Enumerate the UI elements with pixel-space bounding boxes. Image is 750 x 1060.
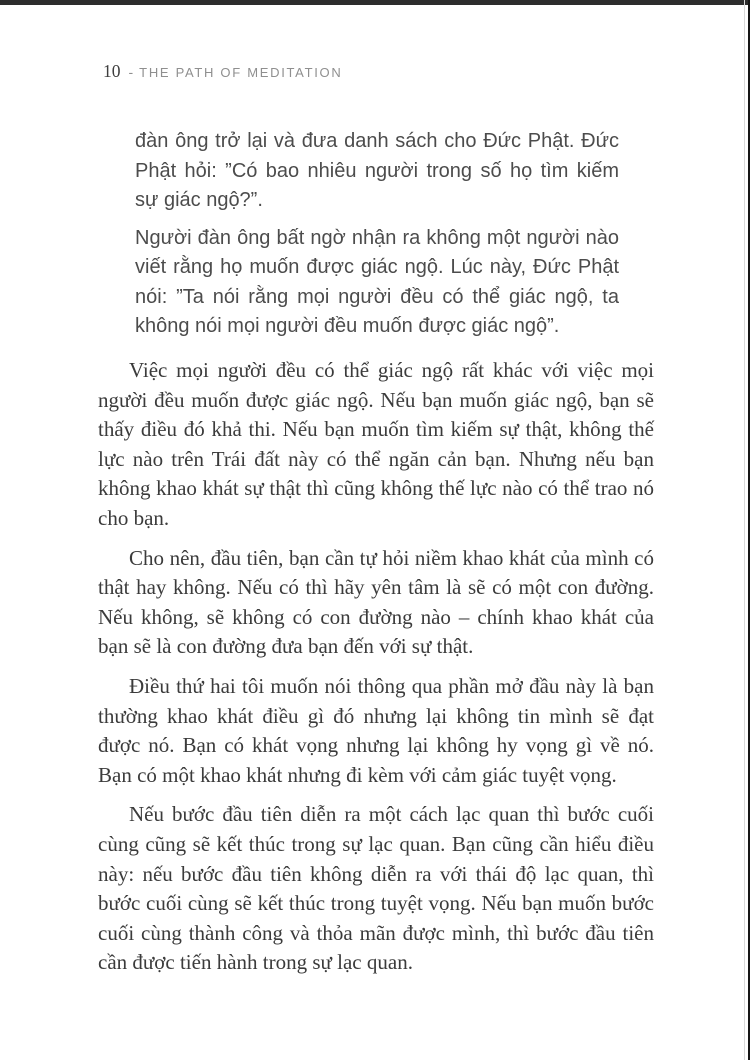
running-header xyxy=(103,61,342,83)
quote-paragraph-1: đàn ông trở lại và đưa danh sách cho Đức Phật. Đức Phật hỏi: ”Có bao nhiêu người trong số họ tìm kiếm sự giác ngộ?”. xyxy=(135,130,619,211)
quote-block xyxy=(135,127,619,350)
top-border xyxy=(0,0,750,5)
body-text xyxy=(98,356,654,988)
header-separator: - xyxy=(128,64,134,80)
quote-paragraph-2: Người đàn ông bất ngờ nhận ra không một người nào viết rằng họ muốn được giác ngộ. Lúc này, Đức Phật nói: ”Ta nói rằng mọi người đều có thể giác ngộ, ta không nói mọi người đều muốn được giác ngộ”. xyxy=(135,226,619,337)
page-number: 10 xyxy=(103,61,121,81)
page-edge-line xyxy=(744,0,745,1060)
body-paragraph-4: Nếu bước đầu tiên diễn ra một cách lạc quan thì bước cuối cùng cũng sẽ kết thúc trong sự lạc quan. Bạn cũng cần hiểu điều này: nếu bước đầu tiên không diễn ra với thái độ lạc quan, thì bước cuối cùng sẽ kết thúc trong tuyệt vọng. Nếu bạn muốn bước cuối cùng thành công và thỏa mãn được mình, thì bước đầu tiên cần được tiến hành trong sự lạc quan. xyxy=(98,802,654,975)
body-paragraph-2: Cho nên, đầu tiên, bạn cần tự hỏi niềm khao khát của mình có thật hay không. Nếu có thì hãy yên tâm là sẽ có một con đường. Nếu không, sẽ không có con đường nào – chính khao khát của bạn sẽ là con đường đưa bạn đến với sự thật. xyxy=(98,545,654,659)
body-paragraph-1: Việc mọi người đều có thể giác ngộ rất khác với việc mọi người đều muốn được giác ngộ. Nếu bạn muốn giác ngộ, bạn sẽ thấy điều đó khả thi. Nếu bạn muốn tìm kiếm sự thật, không thế lực nào trên Trái đất này có thể ngăn cản bạn. Nhưng nếu bạn không khao khát sự thật thì cũng không thế lực nào có thể trao nó cho bạn. xyxy=(98,358,654,530)
body-paragraph-3: Điều thứ hai tôi muốn nói thông qua phần mở đầu này là bạn thường khao khát điều gì đó nhưng lại không tin mình sẽ đạt được nó. Bạn có khát vọng nhưng lại không hy vọng gì về nó. Bạn có một khao khát nhưng đi kèm với cảm giác tuyệt vọng. xyxy=(98,673,654,787)
book-title: THE PATH OF MEDITATION xyxy=(139,65,343,80)
